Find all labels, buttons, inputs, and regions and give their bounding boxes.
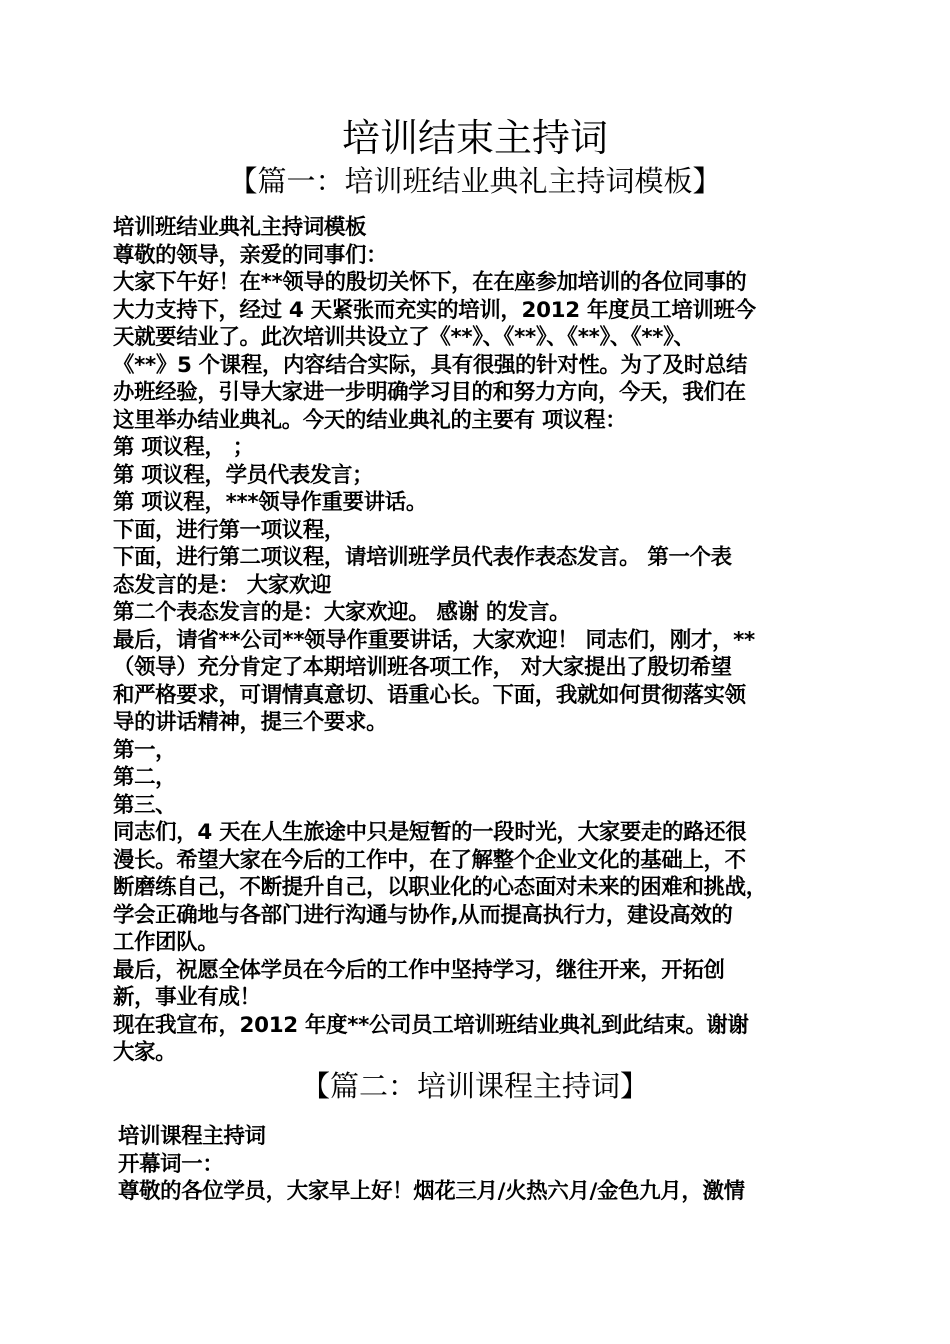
text-line: 最后，祝愿全体学员在今后的工作中坚持学习，继往开来，开拓创: [113, 957, 725, 983]
text-line: 第三、: [113, 792, 177, 818]
text-line: 开幕词一：: [118, 1151, 224, 1177]
text-line: 下面，进行第一项议程，: [113, 517, 345, 543]
section-2-heading: 【篇二：培训课程主持词】: [300, 1069, 649, 1103]
text-line: 大力支持下，经过 4 天紧张而充实的培训，2012 年度员工培训班今: [113, 297, 756, 323]
text-line: 漫长。希望大家在今后的工作中，在了解整个企业文化的基础上，不: [113, 847, 746, 873]
text-line: 大家下午好！在**领导的殷切关怀下，在在座参加培训的各位同事的: [113, 270, 747, 295]
text-line: 态发言的是： 大家欢迎: [113, 572, 332, 598]
text-line: 断磨练自己，不断提升自己，以职业化的心态面对未来的困难和挑战，: [113, 875, 767, 900]
text-line: 同志们，4 天在人生旅途中只是短暂的一段时光，大家要走的路还很: [113, 820, 747, 845]
text-line: 《**》5 个课程，内容结合实际，具有很强的针对性。为了及时总结: [113, 352, 748, 378]
text-line: 第二个表态发言的是：大家欢迎。 感谢 的发言。: [113, 600, 571, 625]
text-line: 办班经验，引导大家进一步明确学习目的和努力方向，今天，我们在: [113, 380, 746, 405]
section-1-body: [113, 214, 843, 1067]
text-line: 最后，请省**公司**领导作重要讲话，大家欢迎！ 同志们，刚才，**: [113, 627, 755, 653]
text-line: 学会正确地与各部门进行沟通与协作,从而提高执行力，建设高效的: [113, 902, 733, 928]
text-line: 天就要结业了。此次培训共设立了《**》、《**》、《**》、《**》、: [113, 325, 695, 350]
section-1-heading: 【篇一：培训班结业典礼主持词模板】: [228, 164, 722, 198]
text-line: 下面，进行第二项议程，请培训班学员代表作表态发言。 第一个表: [113, 545, 732, 570]
text-line: 第二，: [113, 765, 177, 790]
section-2-body: [118, 1123, 848, 1206]
text-line: 第 项议程，学员代表发言；: [113, 462, 374, 488]
document-title: 培训结束主持词: [341, 116, 608, 160]
text-line: 现在我宣布，2012 年度**公司员工培训班结业典礼到此结束。谢谢: [113, 1012, 749, 1038]
text-line: 新，事业有成！: [113, 985, 261, 1010]
text-line: 这里举办结业典礼。今天的结业典礼的主要有 项议程：: [113, 407, 627, 433]
text-line: 和严格要求，可谓情真意切、语重心长。下面，我就如何贯彻落实领: [113, 682, 746, 708]
text-line: 培训课程主持词: [118, 1124, 266, 1149]
text-line: 尊敬的领导，亲爱的同事们：: [113, 242, 388, 268]
text-line: 第 项议程，***领导作重要讲话。: [113, 490, 427, 515]
text-line: 大家。: [113, 1040, 177, 1065]
text-line: （领导）充分肯定了本期培训班各项工作， 对大家提出了殷切希望: [113, 655, 732, 680]
text-line: 培训班结业典礼主持词模板: [113, 215, 367, 240]
text-line: 导的讲话精神，提三个要求。: [113, 710, 388, 735]
text-line: 工作团队。: [113, 930, 219, 955]
text-line: 尊敬的各位学员，大家早上好！烟花三月/火热六月/金色九月，激情: [118, 1179, 745, 1204]
text-line: 第一，: [113, 737, 177, 763]
text-line: 第 项议程， ；: [113, 435, 254, 460]
